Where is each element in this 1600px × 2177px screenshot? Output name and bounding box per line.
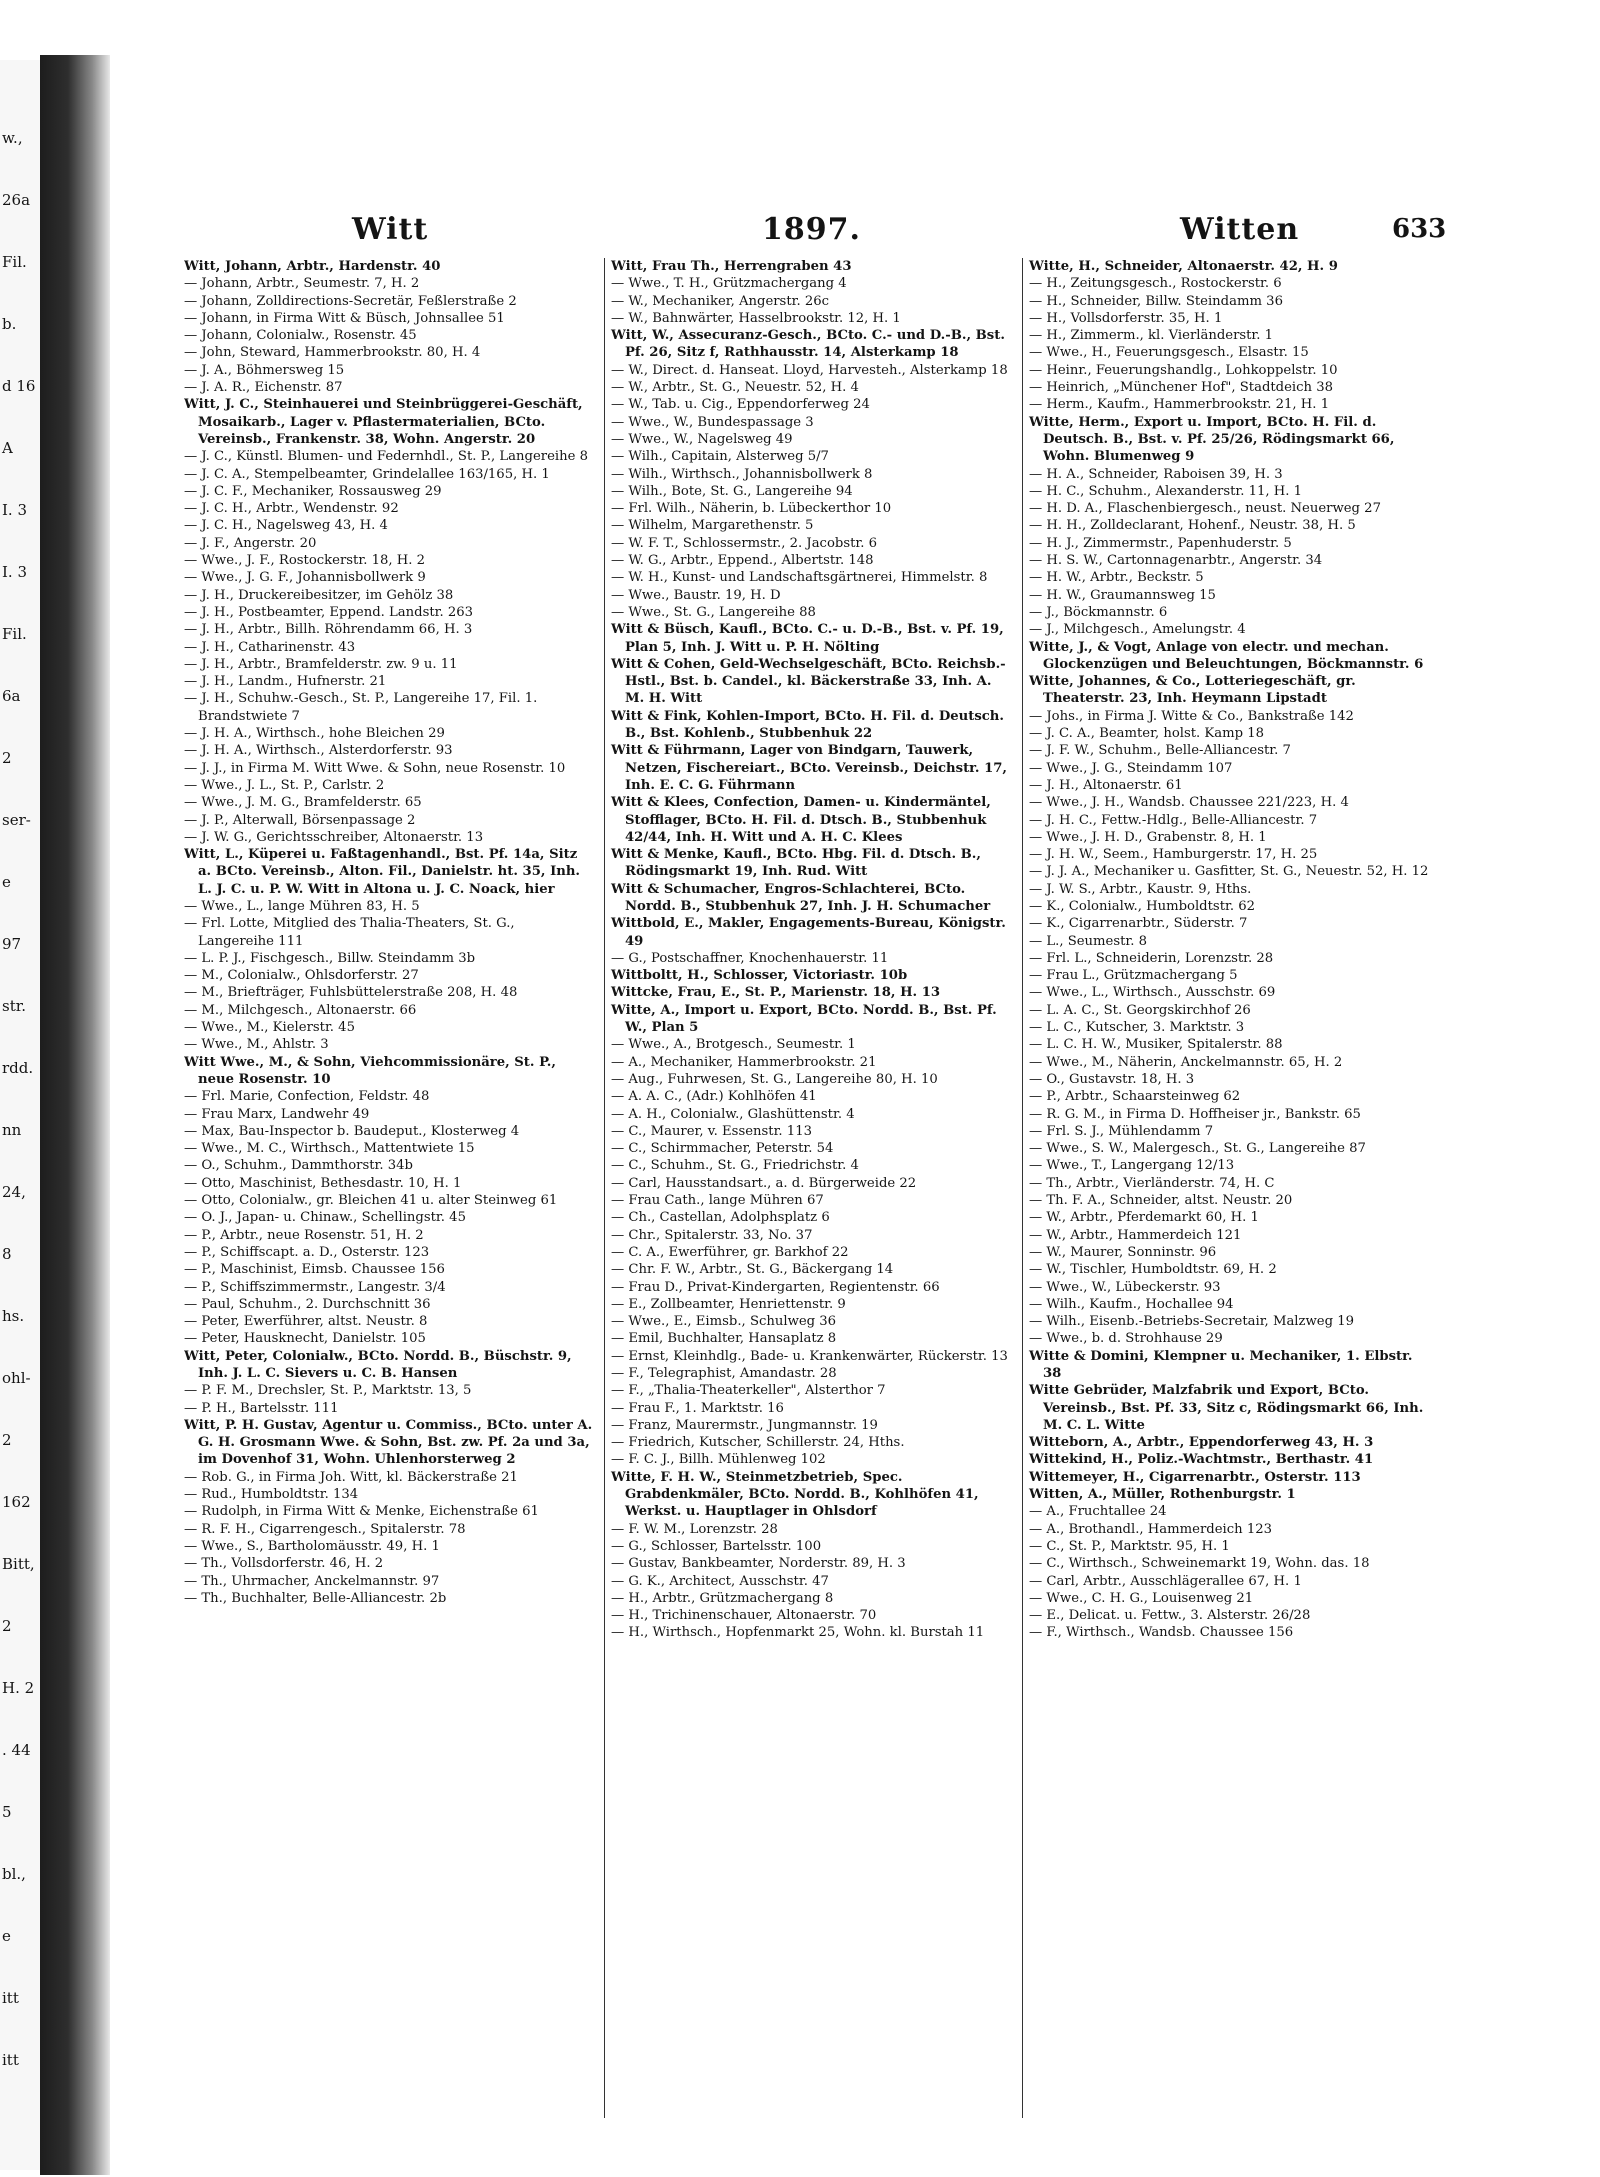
directory-entry: — W., Tischler, Humboldtstr. 69, H. 2 [1029, 1262, 1277, 1278]
directory-entry: — Heinrich, „Münchener Hof", Stadtdeich 38 [1029, 380, 1334, 396]
directory-entry: — J. H., Schuhw.-Gesch., St. P., Langereihe 17, Fil. 1. Brandstwiete 7 [184, 691, 538, 724]
directory-entry: — Paul, Schuhm., 2. Durchschnitt 36 [184, 1296, 431, 1312]
directory-entry: Witteborn, A., Arbtr., Eppendorferweg 43, H. 3 [1029, 1435, 1374, 1451]
left-page-fragment: 24, [2, 1183, 26, 1201]
directory-entry: — Herm., Kaufm., Hammerbrookstr. 21, H. 1 [1029, 397, 1330, 413]
directory-entry: — H. H., Zolldeclarant, Hohenf., Neustr. 38, H. 5 [1029, 518, 1356, 534]
directory-entry: — Wwe., H., Feuerungsgesch., Elsastr. 15 [1029, 345, 1309, 361]
header-right-catchword: Witten [1180, 212, 1300, 247]
directory-entry: Witt, Johann, Arbtr., Hardenstr. 40 [184, 259, 441, 274]
directory-entry: — O., Gustavstr. 18, H. 3 [1029, 1071, 1195, 1087]
directory-entry: — W. F. T., Schlossermstr., 2. Jacobstr. 6 [611, 535, 878, 551]
directory-entry: — Rob. G., in Firma Joh. Witt, kl. Bäckerstraße 21 [184, 1469, 518, 1485]
directory-entry: Witt & Schumacher, Engros-Schlachterei, BCto. Nordd. B., Stubbenhuk 27, Inh. J. H. Schumacher [611, 881, 991, 914]
directory-entry: — H. W., Arbtr., Beckstr. 5 [1029, 570, 1204, 586]
left-page-fragment: rdd. [2, 1059, 34, 1077]
directory-entry: — J. C. H., Arbtr., Wendenstr. 92 [184, 501, 399, 517]
directory-entry: — P. F. M., Drechsler, St. P., Marktstr. 13, 5 [184, 1383, 472, 1399]
directory-entry: — J. H. A., Wirthsch., Alsterdorferstr. 93 [184, 743, 453, 759]
directory-entry: — H. W., Graumannsweg 15 [1029, 587, 1216, 603]
header-year: 1897. [762, 212, 861, 247]
directory-entry: — J. H., Catharinenstr. 43 [184, 639, 356, 655]
directory-entry: — Frl. Marie, Confection, Feldstr. 48 [184, 1089, 430, 1105]
directory-entry: — Wilh., Capitain, Alsterweg 5/7 [611, 449, 829, 465]
directory-entry: — Wwe., W., Bundespassage 3 [611, 414, 814, 430]
directory-entry: — C., Maurer, v. Essenstr. 113 [611, 1123, 812, 1139]
directory-entry: — F., Wirthsch., Wandsb. Chaussee 156 [1029, 1625, 1294, 1641]
directory-entry: Witt & Cohen, Geld-Wechselgeschäft, BCto. Reichsb.-Hstl., Bst. b. Candel., kl. Bäckerstraße 33, Inh. A. M. H. Witt [611, 656, 1006, 707]
left-page-fragment: hs. [2, 1307, 25, 1325]
column-3 [1022, 258, 1431, 2118]
left-page-fragment: d 16 [2, 377, 36, 395]
left-page-fragment: ohl- [2, 1369, 31, 1387]
left-page-fragment: 8 [2, 1245, 12, 1263]
left-page-fragment: w., [2, 129, 23, 147]
header-left-catchword: Witt [352, 212, 429, 247]
directory-entry: — M., Milchgesch., Altonaerstr. 66 [184, 1002, 417, 1018]
directory-entry: — Th., Uhrmacher, Anckelmannstr. 97 [184, 1573, 440, 1589]
directory-entry: — J. C. A., Stempelbeamter, Grindelallee 163/165, H. 1 [184, 466, 550, 482]
directory-entry: — Wwe., L., lange Mühren 83, H. 5 [184, 898, 420, 914]
directory-entry: — M., Briefträger, Fuhlsbüttelerstraße 208, H. 48 [184, 985, 518, 1001]
directory-entry: — Wilh., Eisenb.-Betriebs-Secretair, Malzweg 19 [1029, 1314, 1354, 1330]
directory-entry: — Max, Bau-Inspector b. Baudeput., Klosterweg 4 [184, 1123, 520, 1139]
directory-entry: — Wilhelm, Margarethenstr. 5 [611, 518, 814, 534]
left-page-fragment: I. 3 [2, 501, 28, 519]
left-page-fragment: ser- [2, 811, 31, 829]
directory-entry: — O., Schuhm., Dammthorstr. 34b [184, 1158, 413, 1174]
directory-entry: — Wwe., C. H. G., Louisenweg 21 [1029, 1590, 1254, 1606]
directory-entry: — Rudolph, in Firma Witt & Menke, Eichenstraße 61 [184, 1504, 539, 1520]
directory-entry: — Frl. L., Schneiderin, Lorenzstr. 28 [1029, 950, 1274, 966]
left-page-fragment: 2 [2, 1431, 12, 1449]
directory-entry: — Frau Marx, Landwehr 49 [184, 1106, 370, 1122]
directory-entry: — H. J., Zimmermstr., Papenhuderstr. 5 [1029, 535, 1292, 551]
directory-entry: — J. J. A., Mechaniker u. Gasfitter, St. G., Neuestr. 52, H. 12 [1029, 864, 1429, 880]
left-page-fragment: e [2, 873, 11, 891]
directory-entry: — F. W. M., Lorenzstr. 28 [611, 1521, 778, 1537]
directory-entry: — Chr. F. W., Arbtr., St. G., Bäckergang 14 [611, 1262, 894, 1278]
directory-entry: — Wwe., W., Lübeckerstr. 93 [1029, 1279, 1221, 1295]
directory-entry: — H., Trichinenschauer, Altonaerstr. 70 [611, 1608, 877, 1624]
left-page-fragment: itt [2, 2051, 19, 2069]
directory-entry: — J. H. W., Seem., Hamburgerstr. 17, H. 25 [1029, 847, 1318, 863]
directory-entry: — Wilh., Wirthsch., Johannisbollwerk 8 [611, 466, 873, 482]
directory-entry: Witt, Peter, Colonialw., BCto. Nordd. B., Büschstr. 9, Inh. J. L. C. Sievers u. C. B. Hansen [184, 1348, 572, 1381]
directory-entry: Witt & Büsch, Kaufl., BCto. C.- u. D.-B., Bst. v. Pf. 19, Plan 5, Inh. J. Witt u. P. H. Nölting [611, 622, 1004, 655]
directory-entry: — Johs., in Firma J. Witte & Co., Bankstraße 142 [1029, 708, 1354, 724]
directory-entry: — H. S. W., Cartonnagenarbtr., Angerstr. 34 [1029, 553, 1323, 569]
directory-entry: — A., Mechaniker, Hammerbrookstr. 21 [611, 1054, 877, 1070]
book-gutter [40, 55, 110, 2175]
left-page-fragment: 2 [2, 1617, 12, 1635]
directory-entry: — Wwe., L., Wirthsch., Ausschstr. 69 [1029, 985, 1276, 1001]
directory-entry: — H., Wirthsch., Hopfenmarkt 25, Wohn. kl. Burstah 11 [611, 1625, 985, 1641]
directory-entry: — Chr., Spitalerstr. 33, No. 37 [611, 1227, 813, 1243]
directory-entry: — W., Arbtr., Pferdemarkt 60, H. 1 [1029, 1210, 1259, 1226]
directory-entry: Witt & Menke, Kaufl., BCto. Hbg. Fil. d. Dtsch. B., Rödingsmarkt 19, Inh. Rud. Witt [611, 847, 981, 880]
left-page-fragment: 6a [2, 687, 21, 705]
directory-entry: — Wwe., S., Bartholomäusstr. 49, H. 1 [184, 1538, 440, 1554]
directory-entry: — L. A. C., St. Georgskirchhof 26 [1029, 1002, 1251, 1018]
left-page-fragment: Bitt, [2, 1555, 35, 1573]
directory-entry: — J. H. C., Fettw.-Hdlg., Belle-Alliancestr. 7 [1029, 812, 1318, 828]
left-page-fragment: I. 3 [2, 563, 28, 581]
directory-entry: — Wwe., A., Brotgesch., Seumestr. 1 [611, 1037, 856, 1053]
directory-entry: — A., Brothandl., Hammerdeich 123 [1029, 1521, 1272, 1537]
directory-entry: — Carl, Arbtr., Ausschlägerallee 67, H. 1 [1029, 1573, 1302, 1589]
directory-entry: — C., St. P., Marktstr. 95, H. 1 [1029, 1538, 1230, 1554]
directory-entry: — J. C. F., Mechaniker, Rossausweg 29 [184, 483, 442, 499]
directory-entry: — H. A., Schneider, Raboisen 39, H. 3 [1029, 466, 1283, 482]
directory-entry: — G., Schlosser, Bartelsstr. 100 [611, 1538, 822, 1554]
directory-entry: — E., Delicat. u. Fettw., 3. Alsterstr. 26/28 [1029, 1608, 1311, 1624]
left-page-fragment: H. 2 [2, 1679, 35, 1697]
directory-entry: — Frl. S. J., Mühlendamm 7 [1029, 1123, 1214, 1139]
directory-entry: — P., Schiffscapt. a. D., Osterstr. 123 [184, 1244, 430, 1260]
directory-entry: — Frl. Wilh., Näherin, b. Lübeckerthor 10 [611, 501, 892, 517]
directory-entry: Witt, L., Küperei u. Faßtagenhandl., Bst. Pf. 14a, Sitz a. BCto. Vereinsb., Alton. Fil., Danielstr. ht. 35, Inh. L. J. C. u. P. W. Witt in Altona u. J. C. Noack, hier [184, 847, 581, 897]
directory-entry: — W., Maurer, Sonninstr. 96 [1029, 1244, 1217, 1260]
directory-entry: — K., Colonialw., Humboldtstr. 62 [1029, 898, 1256, 914]
directory-entry: — H., Zimmerm., kl. Vierländerstr. 1 [1029, 328, 1274, 344]
directory-entry: — J. H. A., Wirthsch., hohe Bleichen 29 [184, 726, 445, 742]
directory-entry: Witte, F. H. W., Steinmetzbetrieb, Spec. Grabdenkmäler, BCto. Nordd. B., Kohlhöfen 41, Werkst. u. Hauptlager in Ohlsdorf [611, 1469, 979, 1520]
directory-entry: — Wwe., E., Eimsb., Schulweg 36 [611, 1314, 837, 1330]
directory-entry: — H., Zeitungsgesch., Rostockerstr. 6 [1029, 276, 1282, 292]
directory-entry: — Th., Buchhalter, Belle-Alliancestr. 2b [184, 1590, 447, 1606]
directory-entry: — H. D. A., Flaschenbiergesch., neust. Neuerweg 27 [1029, 501, 1381, 517]
directory-entry: — Otto, Colonialw., gr. Bleichen 41 u. alter Steinweg 61 [184, 1193, 558, 1209]
directory-entry: — Johann, Arbtr., Seumestr. 7, H. 2 [184, 276, 420, 292]
directory-entry: — W., Arbtr., St. G., Neuestr. 52, H. 4 [611, 380, 859, 396]
directory-entry: — M., Colonialw., Ohlsdorferstr. 27 [184, 968, 419, 984]
directory-entry: — J. H., Arbtr., Billh. Röhrendamm 66, H. 3 [184, 622, 473, 638]
directory-entry: Wittbold, E., Makler, Engagements-Bureau, Königstr. 49 [611, 916, 1006, 949]
directory-entry: Witte, Johannes, & Co., Lotteriegeschäft, gr. Theaterstr. 23, Inh. Heymann Lipstadt [1029, 674, 1356, 707]
column-2 [604, 258, 1013, 2118]
directory-entry: Witte, H., Schneider, Altonaerstr. 42, H. 9 [1029, 259, 1338, 274]
directory-entry: — H., Vollsdorferstr. 35, H. 1 [1029, 310, 1223, 326]
directory-entry: — H., Arbtr., Grützmachergang 8 [611, 1590, 834, 1606]
directory-entry: — J., Böckmannstr. 6 [1029, 604, 1168, 620]
left-page-fragment: itt [2, 1989, 19, 2007]
directory-entry: — Wwe., S. W., Malergesch., St. G., Langereihe 87 [1029, 1141, 1366, 1157]
left-page-fragment: A [2, 439, 13, 457]
directory-entry: — Wwe., J. M. G., Bramfelderstr. 65 [184, 795, 422, 811]
directory-entry: — Peter, Hausknecht, Danielstr. 105 [184, 1331, 426, 1347]
directory-entry: — Wwe., Baustr. 19, H. D [611, 587, 781, 603]
directory-entry: — J. C. H., Nagelsweg 43, H. 4 [184, 518, 388, 534]
directory-entry: — Frau F., 1. Marktstr. 16 [611, 1400, 784, 1416]
directory-entry: — W., Bahnwärter, Hasselbrookstr. 12, H. 1 [611, 310, 901, 326]
directory-entry: — Gustav, Bankbeamter, Norderstr. 89, H. 3 [611, 1556, 906, 1572]
directory-entry: — Heinr., Feuerungshandlg., Lohkoppelstr. 10 [1029, 362, 1338, 378]
directory-entry: Wittboltt, H., Schlosser, Victoriastr. 10b [611, 968, 908, 984]
directory-entry: Witt & Fink, Kohlen-Import, BCto. H. Fil. d. Deutsch. B., Bst. Kohlenb., Stubbenhuk 22 [611, 708, 1004, 742]
directory-entry: — J. F. W., Schuhm., Belle-Alliancestr. 7 [1029, 743, 1291, 759]
directory-entry: — H. C., Schuhm., Alexanderstr. 11, H. 1 [1029, 483, 1303, 499]
directory-entry: — Wwe., T., Langergang 12/13 [1029, 1158, 1235, 1174]
directory-entry: Witt, Frau Th., Herrengraben 43 [611, 259, 852, 274]
directory-entry: — Wwe., T. H., Grützmachergang 4 [611, 276, 847, 292]
directory-entry: Witt, W., Assecuranz-Gesch., BCto. C.- und D.-B., Bst. Pf. 26, Sitz f, Rathhausstr. 14, Alsterkamp 18 [611, 328, 1005, 361]
directory-entry: — L. C., Kutscher, 3. Marktstr. 3 [1029, 1020, 1245, 1036]
directory-entry: — J. H., Postbeamter, Eppend. Landstr. 263 [184, 604, 474, 620]
directory-entry: — Ch., Castellan, Adolphsplatz 6 [611, 1210, 830, 1226]
directory-entry: Witte & Domini, Klempner u. Mechaniker, 1. Elbstr. 38 [1029, 1348, 1413, 1381]
directory-entry: — L. C. H. W., Musiker, Spitalerstr. 88 [1029, 1037, 1283, 1053]
directory-entry: — Frau D., Privat-Kindergarten, Regientenstr. 66 [611, 1279, 940, 1295]
directory-entry: — Wwe., W., Nagelsweg 49 [611, 431, 793, 447]
directory-entry: — C., Schirmmacher, Peterstr. 54 [611, 1141, 834, 1157]
directory-entry: — Wwe., M., Näherin, Anckelmannstr. 65, H. 2 [1029, 1054, 1343, 1070]
directory-entry: Witt Wwe., M., & Sohn, Viehcommissionäre, St. P., neue Rosenstr. 10 [184, 1054, 556, 1087]
directory-entry: — Wwe., J. G. F., Johannisbollwerk 9 [184, 570, 426, 586]
directory-entry: — Wwe., M. C., Wirthsch., Mattentwiete 15 [184, 1141, 475, 1157]
running-head [112, 212, 1447, 252]
directory-entry: — Ernst, Kleinhdlg., Bade- u. Krankenwärter, Rückerstr. 13 [611, 1348, 1008, 1364]
directory-entry: Witten, A., Müller, Rothenburgstr. 1 [1029, 1487, 1296, 1503]
directory-entry: — Carl, Hausstandsart., a. d. Bürgerweide 22 [611, 1175, 917, 1191]
column-1 [184, 258, 594, 2118]
directory-entry: — J. C., Künstl. Blumen- und Federnhdl., St. P., Langereihe 8 [184, 449, 588, 465]
directory-entry: — O. J., Japan- u. Chinaw., Schellingstr. 45 [184, 1210, 466, 1226]
directory-entry: — Johann, Colonialw., Rosenstr. 45 [184, 328, 417, 344]
left-page-fragment: 5 [2, 1803, 12, 1821]
directory-entry: Witt & Führmann, Lager von Bindgarn, Tauwerk, Netzen, Fischereiart., BCto. Vereinsb., Deichstr. 17, Inh. E. C. G. Führmann [611, 743, 1008, 793]
directory-entry: — J. W. S., Arbtr., Kaustr. 9, Hths. [1029, 881, 1252, 897]
directory-entry: — Franz, Maurermstr., Jungmannstr. 19 [611, 1417, 878, 1433]
directory-entry: Witt & Klees, Confection, Damen- u. Kindermäntel, Stofflager, BCto. H. Fil. d. Dtsch. B., Stubbenhuk 42/44, Inh. H. Witt und A. H. C. Klees [611, 795, 991, 845]
directory-entry: — Wwe., J. H. D., Grabenstr. 8, H. 1 [1029, 829, 1267, 845]
directory-entry: — W., Mechaniker, Angerstr. 26c [611, 293, 830, 309]
directory-entry: — J. H., Altonaerstr. 61 [1029, 777, 1183, 793]
left-page-fragment: str. [2, 997, 27, 1015]
directory-entry: — J. P., Alterwall, Börsenpassage 2 [184, 812, 416, 828]
directory-entry: — Rud., Humboldtstr. 134 [184, 1487, 359, 1503]
left-page-fragment: 97 [2, 935, 22, 953]
directory-entry: — W., Direct. d. Hanseat. Lloyd, Harvesteh., Alsterkamp 18 [611, 362, 1008, 378]
directory-entry: Wittemeyer, H., Cigarrenarbtr., Osterstr. 113 [1029, 1469, 1361, 1485]
directory-entry: — Emil, Buchhalter, Hansaplatz 8 [611, 1331, 837, 1347]
directory-entry: — Wilh., Bote, St. G., Langereihe 94 [611, 483, 853, 499]
left-page-fragment: 162 [2, 1493, 31, 1511]
directory-entry: — Wilh., Kaufm., Hochallee 94 [1029, 1296, 1234, 1312]
directory-entry: — C., Wirthsch., Schweinemarkt 19, Wohn. das. 18 [1029, 1556, 1370, 1572]
directory-entry: — Wwe., M., Kielerstr. 45 [184, 1020, 355, 1036]
directory-entry: — Johann, Zolldirections-Secretär, Feßlerstraße 2 [184, 293, 517, 309]
directory-entry: — John, Steward, Hammerbrookstr. 80, H. 4 [184, 345, 481, 361]
directory-entry: — Frau L., Grützmachergang 5 [1029, 968, 1238, 984]
directory-entry: — Wwe., J. F., Rostockerstr. 18, H. 2 [184, 553, 426, 569]
directory-entry: — F., Telegraphist, Amandastr. 28 [611, 1366, 837, 1381]
directory-entry: — W., Tab. u. Cig., Eppendorferweg 24 [611, 397, 870, 413]
left-page-fragment: bl., [2, 1865, 26, 1883]
directory-entry: — K., Cigarrenarbtr., Süderstr. 7 [1029, 916, 1248, 932]
left-page-fragment: Fil. [2, 253, 27, 271]
directory-entry: — Wwe., M., Ahlstr. 3 [184, 1037, 329, 1053]
directory-entry: — Th. F. A., Schneider, altst. Neustr. 20 [1029, 1193, 1293, 1209]
directory-entry: — F. C. J., Billh. Mühlenweg 102 [611, 1452, 826, 1468]
directory-entry: — Frau Cath., lange Mühren 67 [611, 1193, 824, 1209]
directory-entry: — J. A., Böhmersweg 15 [184, 362, 345, 378]
directory-entry: — J. J., in Firma M. Witt Wwe. & Sohn, neue Rosenstr. 10 [184, 760, 566, 776]
directory-entry: — P., Arbtr., neue Rosenstr. 51, H. 2 [184, 1227, 424, 1243]
directory-entry: — P., Arbtr., Schaarsteinweg 62 [1029, 1089, 1241, 1105]
directory-entry: — C., Schuhm., St. G., Friedrichstr. 4 [611, 1158, 859, 1174]
directory-entry: — Johann, in Firma Witt & Büsch, Johnsallee 51 [184, 310, 505, 326]
directory-entry: — J. H., Landm., Hufnerstr. 21 [184, 674, 387, 690]
directory-entry: — J. C. A., Beamter, holst. Kamp 18 [1029, 726, 1265, 742]
directory-entry: — Wwe., J. H., Wandsb. Chaussee 221/223, H. 4 [1029, 795, 1349, 811]
left-page-fragment: Fil. [2, 625, 27, 643]
directory-entry: — W. G., Arbtr., Eppend., Albertstr. 148 [611, 553, 874, 569]
directory-entry: Wittekind, H., Poliz.-Wachtmstr., Berthastr. 41 [1029, 1452, 1374, 1468]
directory-entry: — J. A. R., Eichenstr. 87 [184, 380, 343, 396]
directory-entry: Witte, J., & Vogt, Anlage von electr. und mechan. Glockenzügen und Beleuchtungen, Böckmannstr. 6 [1029, 639, 1424, 672]
directory-entry: — P., Maschinist, Eimsb. Chaussee 156 [184, 1262, 445, 1278]
directory-entry: — R. G. M., in Firma D. Hoffheiser jr., Bankstr. 65 [1029, 1106, 1361, 1122]
directory-entry: Wittcke, Frau, E., St. P., Marienstr. 18, H. 13 [611, 985, 941, 1001]
left-page-fragment: nn [2, 1121, 22, 1139]
directory-entry: — R. F. H., Cigarrengesch., Spitalerstr. 78 [184, 1521, 466, 1537]
directory-entry: — L. P. J., Fischgesch., Billw. Steindamm 3b [184, 950, 476, 966]
directory-entry: — P., Schiffszimmermstr., Langestr. 3/4 [184, 1279, 446, 1295]
directory-entry: — J., Milchgesch., Amelungstr. 4 [1029, 622, 1246, 638]
directory-entry: — Friedrich, Kutscher, Schillerstr. 24, Hths. [611, 1435, 905, 1451]
directory-entry: — Wwe., J. L., St. P., Carlstr. 2 [184, 777, 385, 793]
directory-entry: — J. H., Arbtr., Bramfelderstr. zw. 9 u. 11 [184, 656, 458, 672]
directory-entry: Witte, A., Import u. Export, BCto. Nordd. B., Bst. Pf. W., Plan 5 [611, 1002, 997, 1036]
directory-entry: — Th., Vollsdorferstr. 46, H. 2 [184, 1556, 384, 1572]
left-page-fragment: 2 [2, 749, 12, 767]
page-number: 633 [1392, 214, 1447, 244]
left-page-fragment: e [2, 1927, 11, 1945]
directory-entry: — G., Postschaffner, Knochenhauerstr. 11 [611, 950, 889, 966]
directory-entry: — A. A. C., (Adr.) Kohlhöfen 41 [611, 1089, 817, 1105]
left-page-fragment: 26a [2, 191, 31, 209]
directory-entry: — Th., Arbtr., Vierländerstr. 74, H. C [1029, 1175, 1275, 1191]
directory-page [112, 150, 1447, 2150]
left-page-fragment: . 44 [2, 1741, 31, 1759]
directory-entry: — P. H., Bartelsstr. 111 [184, 1400, 339, 1416]
directory-entry: — J. F., Angerstr. 20 [184, 535, 317, 551]
directory-entry: Witt, P. H. Gustav, Agentur u. Commiss., BCto. unter A. G. H. Grosmann Wwe. & Sohn, Bst. zw. Pf. 2a und 3a, im Dovenhof 31, Wohn. Uhlenhorsterweg 2 [184, 1417, 593, 1468]
directory-entry: — Wwe., St. G., Langereihe 88 [611, 604, 816, 620]
directory-entry: — Otto, Maschinist, Bethesdastr. 10, H. 1 [184, 1175, 462, 1191]
directory-entry: — W. H., Kunst- und Landschaftsgärtnerei, Himmelstr. 8 [611, 570, 988, 586]
directory-entry: — Frl. Lotte, Mitglied des Thalia-Theaters, St. G., Langereihe 111 [184, 916, 515, 949]
directory-entry: — A., Fruchtallee 24 [1029, 1504, 1167, 1520]
directory-entry: — H., Schneider, Billw. Steindamm 36 [1029, 293, 1283, 309]
directory-entry: — Aug., Fuhrwesen, St. G., Langereihe 80, H. 10 [611, 1071, 938, 1087]
directory-entry: — W., Arbtr., Hammerdeich 121 [1029, 1227, 1242, 1243]
directory-entry: — C. A., Ewerführer, gr. Barkhof 22 [611, 1244, 849, 1260]
directory-entry: — J. H., Druckereibesitzer, im Gehölz 38 [184, 587, 454, 603]
left-page-fragment: b. [2, 315, 17, 333]
directory-entry: — G. K., Architect, Ausschstr. 47 [611, 1573, 829, 1589]
directory-entry: — A. H., Colonialw., Glashüttenstr. 4 [611, 1106, 855, 1122]
directory-entry: — L., Seumestr. 8 [1029, 933, 1148, 949]
directory-entry: — F., „Thalia-Theaterkeller", Alsterthor 7 [611, 1383, 886, 1399]
directory-entry: — J. W. G., Gerichtsschreiber, Altonaerstr. 13 [184, 829, 484, 845]
directory-entry: — Wwe., J. G., Steindamm 107 [1029, 760, 1233, 776]
directory-entry: — Wwe., b. d. Strohhause 29 [1029, 1331, 1223, 1347]
directory-entry: — E., Zollbeamter, Henriettenstr. 9 [611, 1296, 846, 1312]
directory-entry: — Peter, Ewerführer, altst. Neustr. 8 [184, 1314, 428, 1330]
directory-entry: Witte Gebrüder, Malzfabrik und Export, BCto. Vereinsb., Bst. Pf. 33, Sitz c, Rödingsmarkt 66, Inh. M. C. L. Witte [1029, 1383, 1424, 1433]
directory-entry: Witt, J. C., Steinhauerei und Steinbrüggerei-Geschäft, Mosaikarb., Lager v. Pflastermaterialien, BCto. Vereinsb., Frankenstr. 38, Wohn. Angerstr. 20 [184, 397, 583, 447]
directory-entry: Witte, Herm., Export u. Import, BCto. H. Fil. d. Deutsch. B., Bst. v. Pf. 25/26, Rödingsmarkt 66, Wohn. Blumenweg 9 [1029, 414, 1395, 465]
